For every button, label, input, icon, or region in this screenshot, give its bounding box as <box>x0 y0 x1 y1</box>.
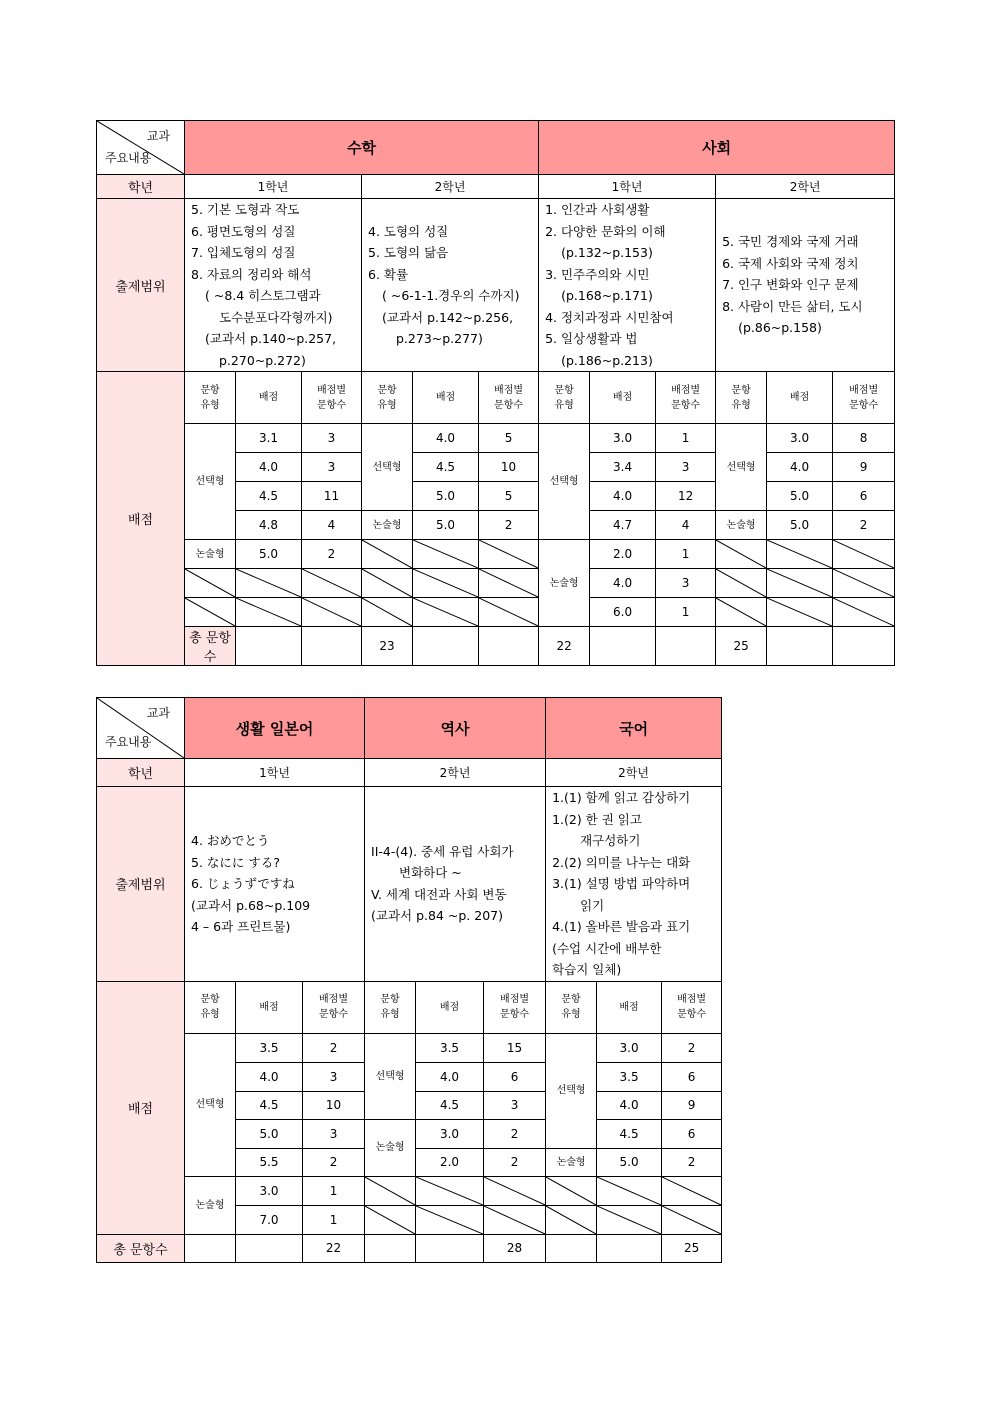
grade-cell: 1학년 <box>185 759 365 787</box>
count-value: 2 <box>484 1119 546 1148</box>
count-value: 11 <box>302 482 362 511</box>
score-value: 7.0 <box>236 1205 303 1234</box>
col-head-count: 배점별 문항수 <box>479 372 539 424</box>
col-head-count: 배점별 문항수 <box>662 981 722 1033</box>
empty-cell <box>767 569 833 598</box>
empty-cell <box>767 598 833 627</box>
exam-table-2 <box>96 697 722 1263</box>
col-head-score: 배점 <box>236 981 303 1033</box>
empty-cell <box>236 569 302 598</box>
empty-cell <box>236 598 302 627</box>
score-value: 5.0 <box>767 511 833 540</box>
count-value: 5 <box>479 424 539 453</box>
score-value: 4.0 <box>767 453 833 482</box>
blank-cell <box>416 1234 484 1262</box>
range-math-g1: 5. 기본 도형과 작도 6. 평면도형의 성질 7. 입체도형의 성질 8. 자료의 정리와 해석 ( ~8.4 히스토그램과 도수분포다각형까지) (교과서 p.140~p.257, p.270~p.272) <box>185 199 362 372</box>
score-value: 4.5 <box>236 482 302 511</box>
score-label: 배점 <box>97 981 185 1234</box>
empty-cell <box>767 540 833 569</box>
count-value: 5 <box>479 482 539 511</box>
blank-cell <box>656 627 716 666</box>
score-label: 배점 <box>97 372 185 666</box>
corner-header <box>97 698 185 759</box>
range-history: II-4-(4). 중세 유럽 사회가 변화하다 ~ V. 세계 대전과 사회 변동 (교과서 p.84 ~p. 207) <box>365 787 546 982</box>
col-head-type: 문항 유형 <box>365 981 416 1033</box>
blank-cell <box>546 1234 597 1262</box>
col-head-count: 배점별 문항수 <box>303 981 365 1033</box>
empty-cell <box>479 569 539 598</box>
empty-cell <box>302 569 362 598</box>
count-value: 2 <box>484 1148 546 1176</box>
subject-header-japanese: 생활 일본어 <box>185 698 365 759</box>
count-value: 3 <box>303 1119 365 1148</box>
score-value: 5.0 <box>236 1119 303 1148</box>
total-value: 22 <box>539 627 590 666</box>
count-value: 3 <box>302 453 362 482</box>
total-label: 총 문항수 <box>185 627 236 666</box>
empty-cell <box>362 540 413 569</box>
type-essay: 논술형 <box>539 540 590 627</box>
score-value: 4.0 <box>590 569 656 598</box>
col-head-score: 배점 <box>597 981 662 1033</box>
col-head-count: 배점별 문항수 <box>484 981 546 1033</box>
col-head-type: 문항 유형 <box>546 981 597 1033</box>
count-value: 3 <box>303 1062 365 1091</box>
score-value: 4.0 <box>413 424 479 453</box>
empty-cell <box>546 1205 597 1234</box>
score-value: 3.0 <box>236 1176 303 1205</box>
empty-cell <box>716 569 767 598</box>
count-value: 1 <box>303 1176 365 1205</box>
score-value: 3.4 <box>590 453 656 482</box>
count-value: 9 <box>662 1091 722 1119</box>
empty-cell <box>362 569 413 598</box>
count-value: 4 <box>656 511 716 540</box>
score-value: 3.5 <box>236 1033 303 1062</box>
score-value: 3.0 <box>767 424 833 453</box>
total-value: 25 <box>662 1234 722 1262</box>
grade-cell: 2학년 <box>365 759 546 787</box>
count-value: 9 <box>833 453 895 482</box>
empty-cell <box>185 569 236 598</box>
corner-content-label: 주요내용 <box>105 151 152 165</box>
score-value: 3.0 <box>597 1033 662 1062</box>
count-value: 1 <box>656 598 716 627</box>
score-value: 3.0 <box>590 424 656 453</box>
empty-cell <box>546 1176 597 1205</box>
total-label: 총 문항수 <box>97 1234 185 1262</box>
blank-cell <box>185 1234 236 1262</box>
grade-cell: 2학년 <box>362 175 539 199</box>
empty-cell <box>416 1176 484 1205</box>
col-head-score: 배점 <box>416 981 484 1033</box>
type-essay: 논술형 <box>362 511 413 540</box>
empty-cell <box>597 1205 662 1234</box>
score-value: 4.8 <box>236 511 302 540</box>
empty-cell <box>479 598 539 627</box>
subject-header-history: 역사 <box>365 698 546 759</box>
col-head-count: 배점별 문항수 <box>656 372 716 424</box>
count-value: 2 <box>662 1033 722 1062</box>
range-japanese: 4. おめでとう 5. なにに する? 6. じょうずですね (교과서 p.68~p.109 4 – 6과 프린트물) <box>185 787 365 982</box>
score-value: 4.5 <box>597 1119 662 1148</box>
grade-cell: 2학년 <box>546 759 722 787</box>
count-value: 8 <box>833 424 895 453</box>
count-value: 3 <box>656 569 716 598</box>
count-value: 6 <box>662 1062 722 1091</box>
count-value: 1 <box>303 1205 365 1234</box>
empty-cell <box>416 1205 484 1234</box>
score-value: 3.5 <box>416 1033 484 1062</box>
empty-cell <box>716 598 767 627</box>
count-value: 1 <box>656 424 716 453</box>
range-social-g2: 5. 국민 경제와 국제 거래 6. 국제 사회와 국제 정치 7. 인구 변화와 인구 문제 8. 사람이 만든 삶터, 도시 (p.86~p.158) <box>716 199 895 372</box>
col-head-score: 배점 <box>236 372 302 424</box>
empty-cell <box>185 598 236 627</box>
count-value: 6 <box>484 1062 546 1091</box>
type-select: 선택형 <box>539 424 590 540</box>
count-value: 3 <box>302 424 362 453</box>
empty-cell <box>597 1176 662 1205</box>
col-head-type: 문항 유형 <box>362 372 413 424</box>
empty-cell <box>662 1205 722 1234</box>
score-value: 4.5 <box>236 1091 303 1119</box>
score-value: 5.0 <box>597 1148 662 1176</box>
score-value: 4.0 <box>590 482 656 511</box>
empty-cell <box>484 1176 546 1205</box>
empty-cell <box>833 569 895 598</box>
grade-cell: 2학년 <box>716 175 895 199</box>
subject-header-korean: 국어 <box>546 698 722 759</box>
score-value: 6.0 <box>590 598 656 627</box>
col-head-score: 배점 <box>767 372 833 424</box>
range-korean: 1.(1) 함께 읽고 감상하기 1.(2) 한 권 읽고 재구성하기 2.(2) 의미를 나누는 대화 3.(1) 설명 방법 파악하며 읽기 4.(1) 올바른 발음과 표기 (수업 시간에 배부한 학습지 일체) <box>546 787 722 982</box>
blank-cell <box>302 627 362 666</box>
type-select: 선택형 <box>185 1033 236 1176</box>
count-value: 12 <box>656 482 716 511</box>
empty-cell <box>833 598 895 627</box>
count-value: 2 <box>662 1148 722 1176</box>
range-social-g1: 1. 인간과 사회생활 2. 다양한 문화의 이해 (p.132~p.153) 3. 민주주의와 시민 (p.168~p.171) 4. 정치과정과 시민참여 5. 일상생활과 법 (p.186~p.213) <box>539 199 716 372</box>
score-value: 5.5 <box>236 1148 303 1176</box>
grade-label: 학년 <box>97 175 185 199</box>
count-value: 2 <box>833 511 895 540</box>
corner-subject-label: 교과 <box>146 706 170 720</box>
col-head-type: 문항 유형 <box>185 372 236 424</box>
type-select: 선택형 <box>716 424 767 511</box>
blank-cell <box>365 1234 416 1262</box>
subject-header-social: 사회 <box>539 121 895 175</box>
blank-cell <box>479 627 539 666</box>
score-value: 5.0 <box>767 482 833 511</box>
score-value: 5.0 <box>413 482 479 511</box>
blank-cell <box>833 627 895 666</box>
score-value: 4.0 <box>416 1062 484 1091</box>
empty-cell <box>413 569 479 598</box>
blank-cell <box>767 627 833 666</box>
type-select: 선택형 <box>185 424 236 540</box>
empty-cell <box>833 540 895 569</box>
subject-header-math: 수학 <box>185 121 539 175</box>
score-value: 4.5 <box>416 1091 484 1119</box>
score-value: 4.0 <box>236 453 302 482</box>
score-value: 5.0 <box>236 540 302 569</box>
count-value: 2 <box>302 540 362 569</box>
corner-header <box>97 121 185 175</box>
count-value: 2 <box>303 1148 365 1176</box>
blank-cell <box>236 1234 303 1262</box>
count-value: 4 <box>302 511 362 540</box>
col-head-type: 문항 유형 <box>185 981 236 1033</box>
count-value: 15 <box>484 1033 546 1062</box>
score-value: 3.5 <box>597 1062 662 1091</box>
count-value: 2 <box>479 511 539 540</box>
type-select: 선택형 <box>546 1033 597 1148</box>
range-label: 출제범위 <box>97 787 185 982</box>
empty-cell <box>479 540 539 569</box>
type-essay: 논술형 <box>185 540 236 569</box>
score-value: 4.5 <box>413 453 479 482</box>
count-value: 6 <box>662 1119 722 1148</box>
empty-cell <box>413 540 479 569</box>
count-value: 3 <box>484 1091 546 1119</box>
grade-label: 학년 <box>97 759 185 787</box>
empty-cell <box>362 598 413 627</box>
blank-cell <box>236 627 302 666</box>
count-value: 1 <box>656 540 716 569</box>
range-label: 출제범위 <box>97 199 185 372</box>
count-value: 2 <box>303 1033 365 1062</box>
count-value: 3 <box>656 453 716 482</box>
col-head-type: 문항 유형 <box>539 372 590 424</box>
type-select: 선택형 <box>365 1033 416 1119</box>
count-value: 10 <box>479 453 539 482</box>
score-value: 4.0 <box>597 1091 662 1119</box>
col-head-type: 문항 유형 <box>716 372 767 424</box>
score-value: 3.0 <box>416 1119 484 1148</box>
empty-cell <box>365 1205 416 1234</box>
blank-cell <box>413 627 479 666</box>
count-value: 6 <box>833 482 895 511</box>
col-head-count: 배점별 문항수 <box>833 372 895 424</box>
empty-cell <box>662 1176 722 1205</box>
empty-cell <box>484 1205 546 1234</box>
empty-cell <box>716 540 767 569</box>
blank-cell <box>597 1234 662 1262</box>
corner-subject-label: 교과 <box>146 129 170 143</box>
type-essay: 논술형 <box>716 511 767 540</box>
col-head-count: 배점별 문항수 <box>302 372 362 424</box>
total-value: 23 <box>362 627 413 666</box>
score-value: 5.0 <box>413 511 479 540</box>
type-essay: 논술형 <box>365 1119 416 1176</box>
score-value: 3.1 <box>236 424 302 453</box>
grade-cell: 1학년 <box>539 175 716 199</box>
total-value: 22 <box>303 1234 365 1262</box>
empty-cell <box>413 598 479 627</box>
col-head-score: 배점 <box>590 372 656 424</box>
empty-cell <box>365 1176 416 1205</box>
empty-cell <box>302 598 362 627</box>
type-select: 선택형 <box>362 424 413 511</box>
type-essay: 논술형 <box>185 1176 236 1234</box>
range-math-g2: 4. 도형의 성질 5. 도형의 닮음 6. 확률 ( ~6-1-1.경우의 수까지) (교과서 p.142~p.256, p.273~p.277) <box>362 199 539 372</box>
score-value: 4.0 <box>236 1062 303 1091</box>
exam-table-1 <box>96 120 895 666</box>
total-value: 28 <box>484 1234 546 1262</box>
col-head-score: 배점 <box>413 372 479 424</box>
total-value: 25 <box>716 627 767 666</box>
score-value: 2.0 <box>590 540 656 569</box>
type-essay: 논술형 <box>546 1148 597 1176</box>
score-value: 2.0 <box>416 1148 484 1176</box>
grade-cell: 1학년 <box>185 175 362 199</box>
blank-cell <box>590 627 656 666</box>
corner-content-label: 주요내용 <box>105 735 152 749</box>
count-value: 10 <box>303 1091 365 1119</box>
score-value: 4.7 <box>590 511 656 540</box>
